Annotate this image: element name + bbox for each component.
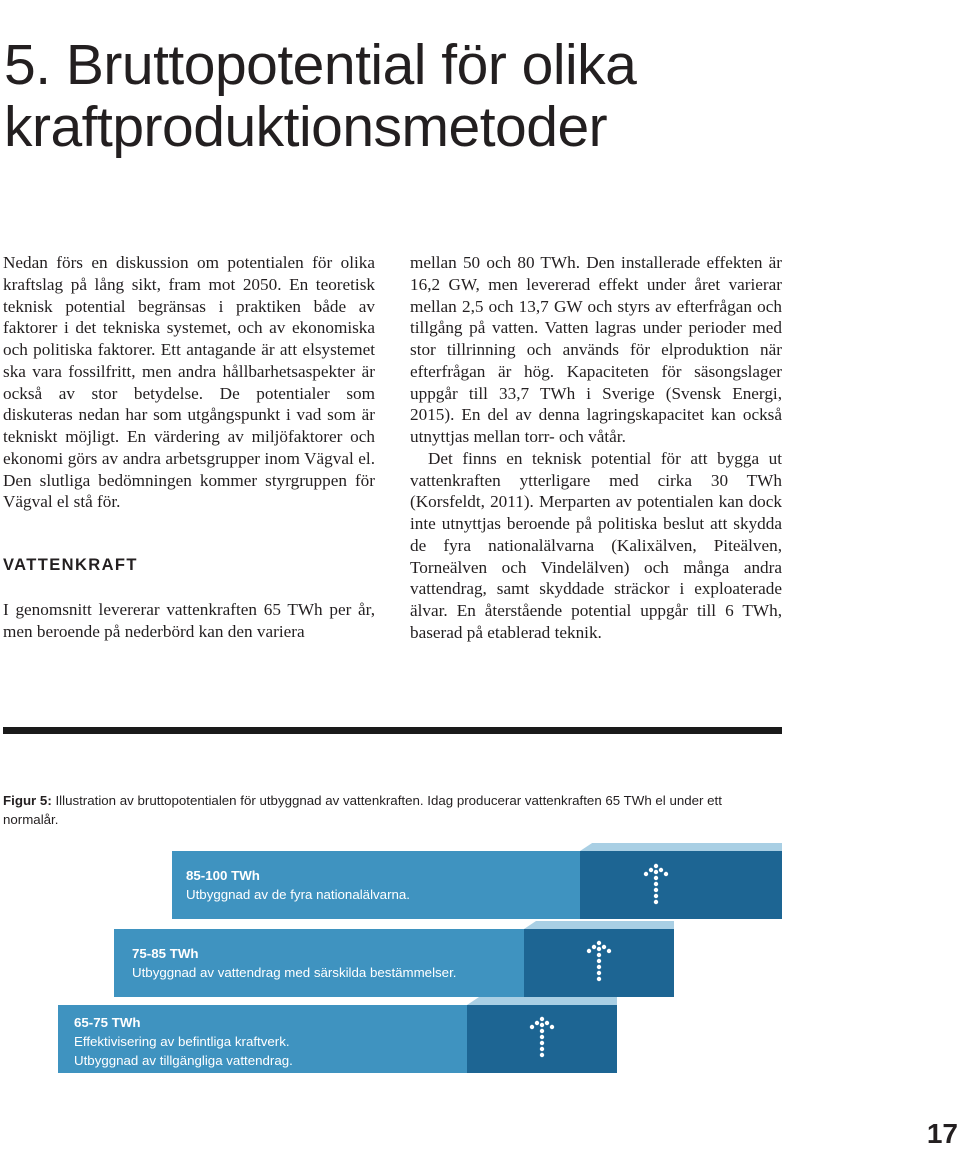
step-3-arrow-icon [524,1016,560,1062]
figure-caption-label: Figur 5: [3,793,52,808]
figure-caption-text: Illustration av bruttopotentialen för utbyggnad av vattenkraften. Idag producerar vattenkraften 65 TWh el under ett normalår. [3,793,722,827]
title-line-1: 5. Bruttopotential för olika [4,33,637,98]
page-number: 17 [926,1118,958,1149]
step-1-line-1: Utbyggnad av de fyra nationalälvarna. [186,887,410,902]
step-1-arrow-icon [638,863,674,909]
step-1-top-face [580,843,782,851]
step-3-label: 65-75 TWh [74,1015,141,1030]
step-3-text [74,1013,459,1070]
right-column [410,252,782,644]
intro-paragraph: Nedan förs en diskussion om potentialen för olika kraftslag på lång sikt, fram mot 2050. En teoretisk teknisk potential begränsas i praktiken både av faktorer i det tekniska systemet, och av ekonomiska och politiska faktorer. Ett antagande är att elsystemet ska vara fossilfritt, men andra hållbarhetsaspekter är också av stor betydelse. De potentialer som diskuteras nedan har som utgångspunkt i vad som är tekniskt möjligt. En värdering av miljöfaktorer och ekonomi görs av andra arbetsgrupper inom Vägval el. Den slutliga bedömningen kommer styrgruppen för Vägval el stå för. [3,253,375,512]
step-3-line-2: Utbyggnad av tillgängliga vattendrag. [74,1053,293,1068]
section-divider [3,727,782,734]
step-2-label: 75-85 TWh [132,946,199,961]
step-1-label: 85-100 TWh [186,868,260,883]
step-2-arrow-icon [581,940,617,986]
step-3-line-1: Effektivisering av befintliga kraftverk. [74,1034,290,1049]
step-1-block [580,851,782,919]
step-3-top-face [467,997,617,1005]
page-title [4,34,804,158]
right-paragraph-2: Det finns en teknisk potential för att bygga ut vattenkraften ytterligare med cirka 30 TWh (Korsfeldt, 2011). Merparten av potentialen kan dock inte utnyttjas beroende på politiska beslut att skydda de fyra nationalälvarna (Kalixälven, Piteälven, Torneälven och Vindelälven) och många andra vattendrag, samt skyddade sträckor i exploaterade älvar. En återstående potential uppgår till 6 TWh, baserad på etablerad teknik. [410,448,782,642]
step-2-line-1: Utbyggnad av vattendrag med särskilda bestämmelser. [132,965,457,980]
right-paragraph-1: mellan 50 och 80 TWh. Den installerade effekten är 16,2 GW, men levererad effekt under året varierar mellan 2,5 och 13,7 GW och styrs av efterfrågan och tillgång på vatten. Vatten lagras under perioder med stor tillrinning och används för elproduktion när efterfrågan är hög. Kapaciteten för säsongslager uppgår till 33,7 TWh i Sverige (Svensk Energi, 2015). En del av denna lagringskapacitet kan också utnyttjas mellan torr- och våtår. [410,253,782,446]
section-heading-vattenkraft: VATTENKRAFT [3,556,138,574]
title-line-2: kraftproduktionsmetoder [4,95,608,160]
step-2-text [132,944,517,982]
step-1-text [186,866,566,904]
vattenkraft-paragraph: I genomsnitt levererar vattenkraften 65 TWh per år, men beroende på nederbörd kan den variera [3,599,375,641]
step-2-top-face [524,921,674,929]
left-column [3,252,375,642]
figure-caption [3,791,743,829]
